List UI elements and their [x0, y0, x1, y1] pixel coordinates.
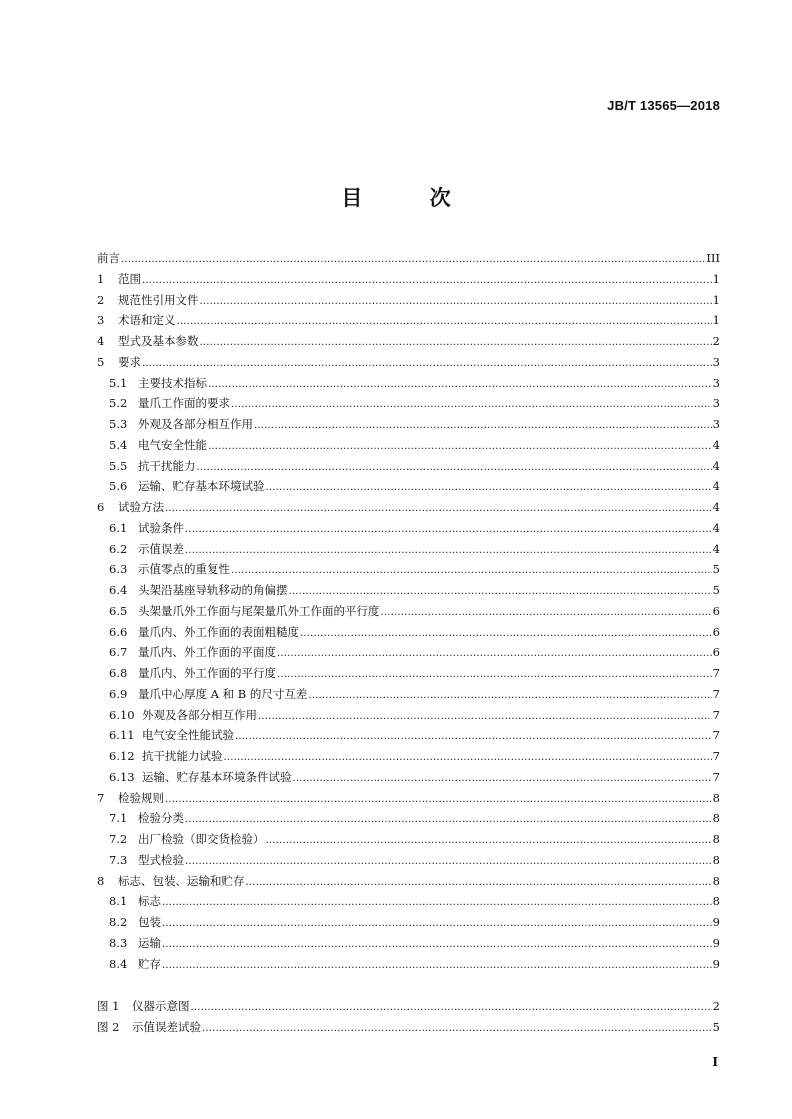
toc-entry-page: 5 — [712, 562, 720, 577]
dot-leader — [202, 1019, 712, 1040]
toc-entry-page: 7 — [712, 707, 720, 722]
toc-entry[interactable] — [97, 518, 720, 539]
toc-entry-page: 8 — [712, 894, 720, 909]
toc-entry[interactable] — [97, 684, 720, 705]
toc-entry[interactable] — [97, 456, 720, 477]
toc-entry-page: 2 — [712, 999, 720, 1013]
toc-entry[interactable] — [97, 580, 720, 601]
toc-entry-label: 运输 — [138, 935, 161, 950]
toc-entry-label: 量爪内、外工作面的平面度 — [138, 645, 276, 660]
toc-entry[interactable] — [97, 414, 720, 435]
toc-entry-label: 电气安全性能 — [138, 437, 207, 452]
toc-entry-page: 8 — [712, 873, 720, 888]
dot-leader — [289, 582, 712, 603]
dot-leader — [142, 354, 712, 375]
dot-leader — [200, 292, 712, 313]
toc-entry-label: 标志、包装、运输和贮存 — [118, 873, 245, 888]
toc-entry-label: 型式检验 — [138, 852, 184, 867]
toc-entry[interactable] — [97, 829, 720, 850]
toc-entry-page: 4 — [712, 500, 720, 514]
dot-leader — [185, 541, 712, 562]
toc-entry-label: 试验条件 — [138, 520, 184, 535]
toc-entry-number: 6.2 — [109, 541, 128, 556]
toc-entry-page: 3 — [712, 417, 720, 431]
toc-entry-number: 图 2 — [97, 1019, 120, 1034]
toc-entry-label: 量爪工作面的要求 — [138, 396, 230, 411]
toc-entry-page: 8 — [712, 811, 720, 826]
toc-entry-number: 8.2 — [109, 915, 128, 929]
toc-entry-label: 要求 — [118, 354, 141, 369]
dot-leader — [300, 624, 712, 645]
toc-entry[interactable] — [97, 663, 720, 684]
toc-entry[interactable] — [97, 850, 720, 871]
toc-entry-number: 6.3 — [109, 562, 128, 577]
toc-entry[interactable] — [97, 476, 720, 497]
toc-entry-number: 5.3 — [109, 417, 128, 431]
toc-entry[interactable] — [97, 310, 720, 331]
dot-leader — [266, 478, 712, 499]
dot-leader — [224, 748, 712, 769]
dot-leader — [277, 644, 712, 665]
toc-entry-label: 外观及各部分相互作用 — [138, 417, 253, 431]
toc-entry-number: 8.1 — [109, 894, 128, 909]
dot-leader — [381, 603, 712, 624]
toc-entry-label: 型式及基本参数 — [118, 334, 199, 348]
toc-entry-label: 头架量爪外工作面与尾架量爪外工作面的平行度 — [138, 603, 380, 618]
toc-entry-page: 4 — [712, 437, 720, 452]
dot-leader — [208, 437, 712, 458]
toc-entry-page: 7 — [712, 728, 720, 743]
toc-entry-number: 6.12 — [109, 749, 135, 763]
dot-leader — [142, 271, 712, 292]
toc-entry-page: 1 — [712, 292, 720, 307]
dot-leader — [191, 998, 712, 1019]
dot-leader — [200, 333, 712, 354]
dot-leader — [165, 499, 712, 520]
toc-entry[interactable] — [97, 622, 720, 643]
toc-entry-page: 2 — [712, 334, 720, 348]
dot-leader — [162, 956, 712, 977]
toc-entry-number: 6.1 — [109, 520, 128, 535]
toc-entry-page: 5 — [712, 583, 720, 597]
toc-entry-label: 检验规则 — [118, 790, 164, 805]
dot-leader — [231, 395, 712, 416]
table-of-contents — [97, 248, 720, 974]
toc-entry-page: III — [706, 251, 720, 265]
toc-entry-label: 示值误差 — [138, 541, 184, 556]
toc-entry-number: 7.3 — [109, 852, 128, 867]
toc-entry-number: 6 — [97, 500, 105, 514]
dot-leader — [165, 790, 712, 811]
toc-entry-number: 5 — [97, 354, 105, 369]
figure-list — [97, 996, 720, 1038]
toc-entry[interactable] — [97, 642, 720, 663]
toc-entry-label: 运输、贮存基本环境试验 — [138, 479, 265, 494]
toc-entry-page: 3 — [712, 396, 720, 411]
toc-entry-page: 4 — [712, 479, 720, 494]
toc-entry-number: 5.1 — [109, 375, 128, 390]
toc-entry-number: 8.3 — [109, 935, 128, 950]
toc-entry-number: 6.11 — [109, 728, 135, 743]
toc-entry[interactable] — [97, 954, 720, 975]
page-number: I — [712, 1055, 718, 1069]
toc-entry-page: 4 — [712, 541, 720, 556]
toc-entry-number: 5.6 — [109, 479, 128, 494]
toc-entry-page: 8 — [712, 790, 720, 805]
dot-leader — [208, 375, 712, 396]
page-title: 目 次 — [341, 185, 481, 210]
toc-entry-label: 示值误差试验 — [132, 1019, 201, 1034]
toc-entry-number: 6.10 — [109, 707, 135, 722]
toc-entry-label: 主要技术指标 — [138, 375, 207, 390]
standard-code: JB/T 13565—2018 — [607, 98, 720, 113]
dot-leader — [231, 561, 712, 582]
figure-entry[interactable] — [97, 996, 720, 1017]
toc-entry[interactable] — [97, 705, 720, 726]
toc-entry-page: 8 — [712, 832, 720, 846]
toc-entry-label: 标志 — [138, 894, 161, 909]
toc-entry-page: 7 — [712, 769, 720, 784]
toc-entry-number: 6.4 — [109, 583, 128, 597]
toc-entry-page: 9 — [712, 915, 720, 929]
toc-entry-label: 电气安全性能试验 — [142, 728, 234, 743]
toc-entry-page: 4 — [712, 458, 720, 473]
toc-entry-label: 包装 — [138, 915, 161, 929]
toc-entry-page: 3 — [712, 375, 720, 390]
toc-entry-label: 抗干扰能力试验 — [142, 749, 223, 763]
toc-entry-number: 4 — [97, 334, 105, 348]
toc-entry-page: 7 — [712, 666, 720, 680]
toc-entry[interactable] — [97, 331, 720, 352]
toc-entry-number: 6.8 — [109, 666, 128, 680]
toc-entry-page: 6 — [712, 645, 720, 660]
toc-entry-page: 5 — [712, 1019, 720, 1034]
toc-entry-number: 8 — [97, 873, 105, 888]
toc-entry-number: 2 — [97, 292, 105, 307]
toc-entry[interactable] — [97, 269, 720, 290]
dot-leader — [185, 810, 712, 831]
toc-entry-page: 1 — [712, 271, 720, 286]
dot-leader — [197, 458, 712, 479]
toc-entry[interactable] — [97, 559, 720, 580]
toc-entry-page: 6 — [712, 624, 720, 639]
toc-entry-number: 图 1 — [97, 999, 120, 1013]
toc-entry-page: 9 — [712, 956, 720, 971]
dot-leader — [254, 416, 712, 437]
dot-leader — [293, 769, 712, 790]
toc-entry[interactable] — [97, 746, 720, 767]
toc-entry[interactable] — [97, 373, 720, 394]
toc-entry-label: 术语和定义 — [118, 313, 176, 328]
toc-entry-label: 规范性引用文件 — [118, 292, 199, 307]
toc-entry-label: 示值零点的重复性 — [138, 562, 230, 577]
toc-entry-page: 6 — [712, 603, 720, 618]
toc-entry-page: 8 — [712, 852, 720, 867]
dot-leader — [246, 873, 712, 894]
toc-entry-label: 检验分类 — [138, 811, 184, 826]
toc-entry[interactable] — [97, 891, 720, 912]
toc-entry-number: 5.4 — [109, 437, 128, 452]
toc-entry-number: 7 — [97, 790, 105, 805]
toc-entry-label: 抗干扰能力 — [138, 458, 196, 473]
toc-entry[interactable] — [97, 933, 720, 954]
toc-entry[interactable] — [97, 601, 720, 622]
toc-entry-number: 8.4 — [109, 956, 128, 971]
dot-leader — [162, 935, 712, 956]
toc-entry-number: 6.7 — [109, 645, 128, 660]
toc-entry[interactable] — [97, 248, 720, 269]
toc-entry-page: 3 — [712, 354, 720, 369]
toc-entry-number: 7.1 — [109, 811, 128, 826]
dot-leader — [185, 852, 712, 873]
dot-leader — [277, 665, 712, 686]
dot-leader — [121, 250, 705, 271]
dot-leader — [185, 520, 712, 541]
toc-entry-label: 量爪内、外工作面的表面粗糙度 — [138, 624, 299, 639]
toc-entry[interactable] — [97, 352, 720, 373]
figure-entry[interactable] — [97, 1017, 720, 1038]
toc-entry[interactable] — [97, 290, 720, 311]
dot-leader — [258, 707, 712, 728]
toc-entry-label: 运输、贮存基本环境条件试验 — [142, 769, 292, 784]
toc-entry[interactable] — [97, 912, 720, 933]
toc-entry[interactable] — [97, 539, 720, 560]
toc-entry[interactable] — [97, 788, 720, 809]
toc-entry-label: 贮存 — [138, 956, 161, 971]
toc-entry-page: 7 — [712, 686, 720, 701]
toc-entry-number: 6.9 — [109, 686, 128, 701]
toc-entry-number: 7.2 — [109, 832, 128, 846]
toc-entry[interactable] — [97, 725, 720, 746]
toc-entry-number: 6.5 — [109, 603, 128, 618]
toc-entry-number: 5.5 — [109, 458, 128, 473]
toc-entry[interactable] — [97, 393, 720, 414]
toc-entry-page: 4 — [712, 520, 720, 535]
toc-entry-page: 1 — [712, 313, 720, 328]
toc-entry[interactable] — [97, 767, 720, 788]
toc-entry-number: 6.13 — [109, 769, 135, 784]
toc-entry-label: 量爪中心厚度 A 和 B 的尺寸互差 — [138, 686, 308, 701]
toc-entry-page: 9 — [712, 935, 720, 950]
dot-leader — [266, 831, 712, 852]
toc-entry-label: 头架沿基座导轨移动的角偏摆 — [138, 583, 288, 597]
dot-leader — [235, 727, 712, 748]
dot-leader — [162, 914, 712, 935]
toc-entry-label: 出厂检验（即交货检验） — [138, 832, 265, 846]
toc-entry-label: 量爪内、外工作面的平行度 — [138, 666, 276, 680]
dot-leader — [308, 686, 711, 707]
dot-leader — [162, 893, 712, 914]
toc-entry-number: 5.2 — [109, 396, 128, 411]
toc-entry-number: 1 — [97, 271, 105, 286]
toc-entry-number: 3 — [97, 313, 105, 328]
toc-entry[interactable] — [97, 435, 720, 456]
toc-entry[interactable] — [97, 871, 720, 892]
toc-entry-label: 仪器示意图 — [132, 999, 190, 1013]
toc-entry-label: 前言 — [97, 251, 120, 265]
toc-entry-number: 6.6 — [109, 624, 128, 639]
toc-entry-page: 7 — [712, 749, 720, 763]
toc-entry[interactable] — [97, 497, 720, 518]
toc-entry[interactable] — [97, 808, 720, 829]
toc-entry-label: 试验方法 — [118, 500, 164, 514]
toc-entry-label: 外观及各部分相互作用 — [142, 707, 257, 722]
toc-entry-label: 范围 — [118, 271, 141, 286]
dot-leader — [177, 312, 712, 333]
